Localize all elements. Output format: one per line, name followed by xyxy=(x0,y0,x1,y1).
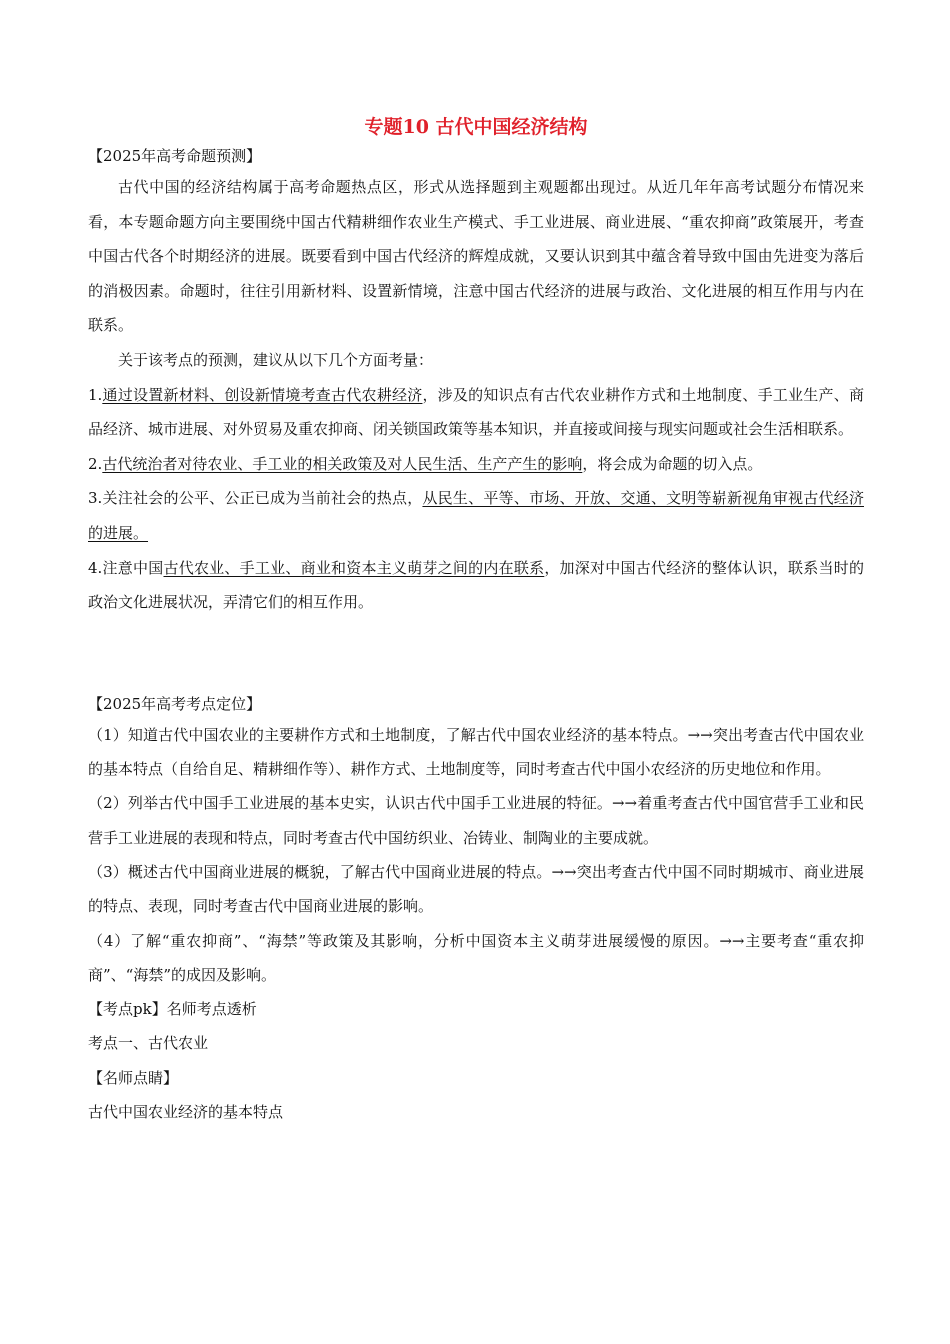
prediction-item-2-underlined: 古代统治者对待农业、手工业的相关政策及对人民生活、生产产生的影响 xyxy=(102,454,583,473)
page-title: 专题10 古代中国经济结构 xyxy=(364,116,588,138)
positioning-item-2: （2）列举古代中国手工业进展的基本史实，认识古代中国手工业进展的特征。→→着重考查古代中国官营手工业和民营手工业进展的表现和特点，同时考查古代中国纺织业、冶铸业、制陶业的主要成就。 xyxy=(88,794,864,847)
prediction-item-4-prefix: 4.注意中国 xyxy=(88,558,164,577)
prediction-item-1-underlined: 通过设置新材料、创设新情境考查古代农耕经济 xyxy=(102,385,423,404)
prediction-item-1 xyxy=(88,378,864,447)
positioning-section xyxy=(88,690,864,1130)
prediction-item-4-rest: ，加深对中国古代经济的整体认识，联系当时的政治文化进展状况，弄清它们的相互作用。 xyxy=(88,558,864,612)
prediction-heading: 【2025年高考命题预测】 xyxy=(88,147,262,165)
prediction-intro-paragraph: 古代中国的经济结构属于高考命题热点区，形式从选择题到主观题都出现过。从近几年年高考试题分布情况来看，本专题命题方向主要围绕中国古代精耕细作农业生产模式、手工业进展、商业进展、“重农抑商”政策展开，考查中国古代各个时期经济的进展。既要看到中国古代经济的辉煌成就，又要认识到其中蕴含着导致中国由先进变为落后的消极因素。命题时，往往引用新材料、设置新情境，注意中国古代经济的进展与政治、文化进展的相互作用与内在联系。 xyxy=(88,178,864,335)
positioning-item-4: （4）了解“重农抑商”、“海禁”等政策及其影响，分析中国资本主义萌芽进展缓慢的原因。→→主要考查“重农抑商”、“海禁”的成因及影响。 xyxy=(88,931,864,984)
document-page xyxy=(88,112,864,1129)
positioning-item-1: （1）知道古代中国农业的主要耕作方式和土地制度，了解古代中国农业经济的基本特点。→→突出考查古代中国农业的基本特点（自给自足、精耕细作等）、耕作方式、土地制度等，同时考查古代中国小农经济的历史地位和作用。 xyxy=(88,725,864,779)
prediction-item-2-prefix: 2. xyxy=(88,454,103,473)
prediction-item-3 xyxy=(88,481,864,550)
prediction-lead-paragraph: 关于该考点的预测，建议从以下几个方面考量： xyxy=(118,350,434,369)
analysis-subtopic: 古代中国农业经济的基本特点 xyxy=(88,1102,284,1121)
prediction-item-2 xyxy=(88,447,864,482)
prediction-item-4 xyxy=(88,551,864,620)
prediction-item-1-rest: ，涉及的知识点有古代农业耕作方式和土地制度、手工业生产、商品经济、城市进展、对外贸易及重农抑商、闭关锁国政策等基本知识，并直接或间接与现实问题或社会生活相联系。 xyxy=(88,385,864,439)
analysis-heading: 【考点pk】名师考点透析 xyxy=(88,1000,257,1019)
prediction-item-1-prefix: 1. xyxy=(88,385,103,404)
prediction-item-4-underlined: 古代农业、手工业、商业和资本主义萌芽之间的内在联系 xyxy=(163,558,545,577)
teacher-heading: 【名师点睛】 xyxy=(88,1068,179,1087)
positioning-heading: 【2025年高考考点定位】 xyxy=(88,694,262,713)
prediction-item-3-underlined: 从民生、平等、市场、开放、交通、文明等崭新视角审视古代经济的进展。 xyxy=(88,489,864,542)
prediction-item-3-prefix: 3.关注社会的公平、公正已成为当前社会的热点， xyxy=(88,489,423,508)
analysis-point-one: 考点一、古代农业 xyxy=(88,1034,209,1053)
section-spacer xyxy=(88,620,864,690)
prediction-item-2-rest: ，将会成为命题的切入点。 xyxy=(582,454,763,473)
positioning-item-3: （3）概述古代中国商业进展的概貌，了解古代中国商业进展的特点。→→突出考查古代中国不同时期城市、商业进展的特点、表现，同时考查古代中国商业进展的影响。 xyxy=(88,862,864,916)
